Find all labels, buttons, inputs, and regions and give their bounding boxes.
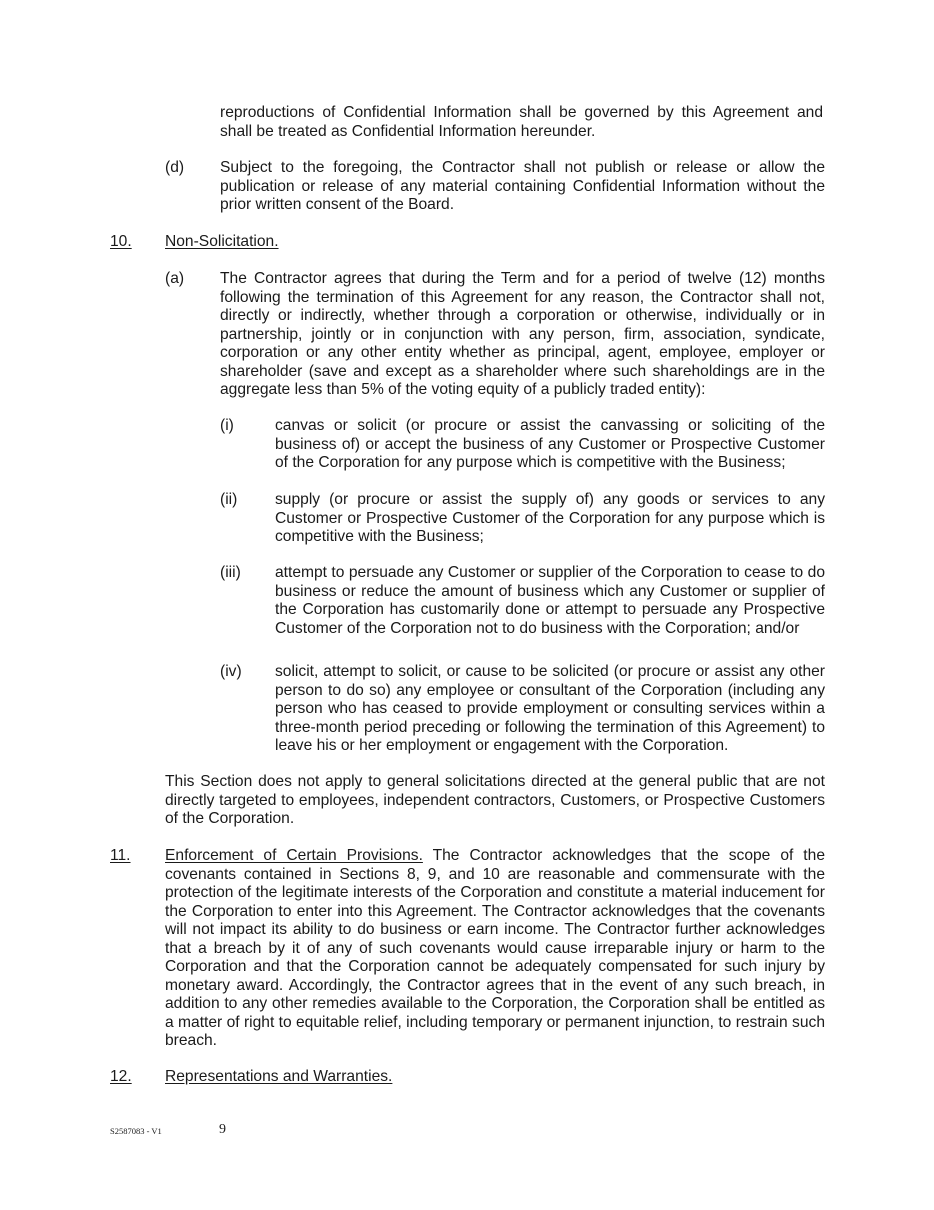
subclause-i-label: (i) (220, 417, 234, 434)
subclause-ii-label: (ii) (220, 491, 238, 508)
section-12-number: 12. (110, 1068, 132, 1085)
clause-d-label: (d) (165, 159, 185, 176)
section-11-paragraph (165, 847, 825, 1051)
subclause-i-text: canvas or solicit (or procure or assist the canvassing or soliciting of the business of) or accept the business of any Customer or Prospective Customer of the Corporation for any purpose which is competitive with the Business; (275, 417, 825, 471)
section-10-title: Non-Solicitation. (165, 233, 279, 250)
footer-document-id: S2587083 - V1 (110, 1126, 162, 1136)
footer-page-number: 9 (219, 1122, 226, 1137)
clause-d-text: Subject to the foregoing, the Contractor shall not publish or release or allow the publication or release of any material containing Confidential Information without the prior written consent of the Board. (220, 159, 825, 213)
clause-a-text: The Contractor agrees that during the Term and for a period of twelve (12) months following the termination of this Agreement for any reason, the Contractor shall not, directly or indirectly, whether through a corporation or otherwise, individually or in partnership, jointly or in conjunction with any person, firm, association, syndicate, corporation or any other entity whether as principal, agent, employee, employer or shareholder (save and except as a shareholder where such shareholdings are in the aggregate less than 5% of the voting equity of a publicly traded entity): (220, 270, 825, 398)
section-11-number: 11. (110, 847, 131, 864)
subclause-iv-label: (iv) (220, 663, 242, 680)
section-10-number: 10. (110, 233, 132, 250)
subclause-ii-text: supply (or procure or assist the supply of) any goods or services to any Customer or Prospective Customer of the Corporation for any purpose which is competitive with the Business; (275, 491, 825, 545)
section-11-text: The Contractor acknowledges that the scope of the covenants contained in Sections 8, 9, and 10 are reasonable and commensurate with the protection of the legitimate interests of the Corporation and constitute a material inducement for the Corporation to enter into this Agreement. The Contractor acknowledges that the covenants will not impact its ability to do business or earn income. The Contractor further acknowledges that a breach by it of any of such covenants would cause irreparable injury or harm to the Corporation and that the Corporation cannot be adequately compensated for such injury by monetary award. Accordingly, the Contractor agrees that in the event of any such breach, in addition to any other remedies available to the Corporation, the Corporation shall be entitled as a matter of right to equitable relief, including temporary or permanent injunction, to restrain such breach. (165, 847, 825, 1049)
continuation-paragraph: reproductions of Confidential Information shall be governed by this Agreement and shall be treated as Confidential Information hereunder. (220, 104, 823, 140)
subclause-iii-text: attempt to persuade any Customer or supplier of the Corporation to cease to do business or reduce the amount of business which any Customer or supplier of the Corporation has customarily done or attempt to persuade any Prospective Customer of the Corporation not to do business with the Corporation; and/or (275, 564, 825, 637)
subclause-iii-label: (iii) (220, 564, 241, 581)
section-12-title: Representations and Warranties. (165, 1068, 393, 1085)
section-11-title: Enforcement of Certain Provisions. (165, 847, 423, 864)
section-10-closing-paragraph: This Section does not apply to general solicitations directed at the general public that are not directly targeted to employees, independent contractors, Customers, or Prospective Customers of the Corporation. (165, 773, 825, 827)
subclause-iv-text: solicit, attempt to solicit, or cause to be solicited (or procure or assist any other person to do so) any employee or consultant of the Corporation (including any person who has ceased to provide employment or consulting services within a three-month period preceding or following the termination of this Agreement) to leave his or her employment or engagement with the Corporation. (275, 663, 825, 754)
clause-a-label: (a) (165, 270, 185, 287)
